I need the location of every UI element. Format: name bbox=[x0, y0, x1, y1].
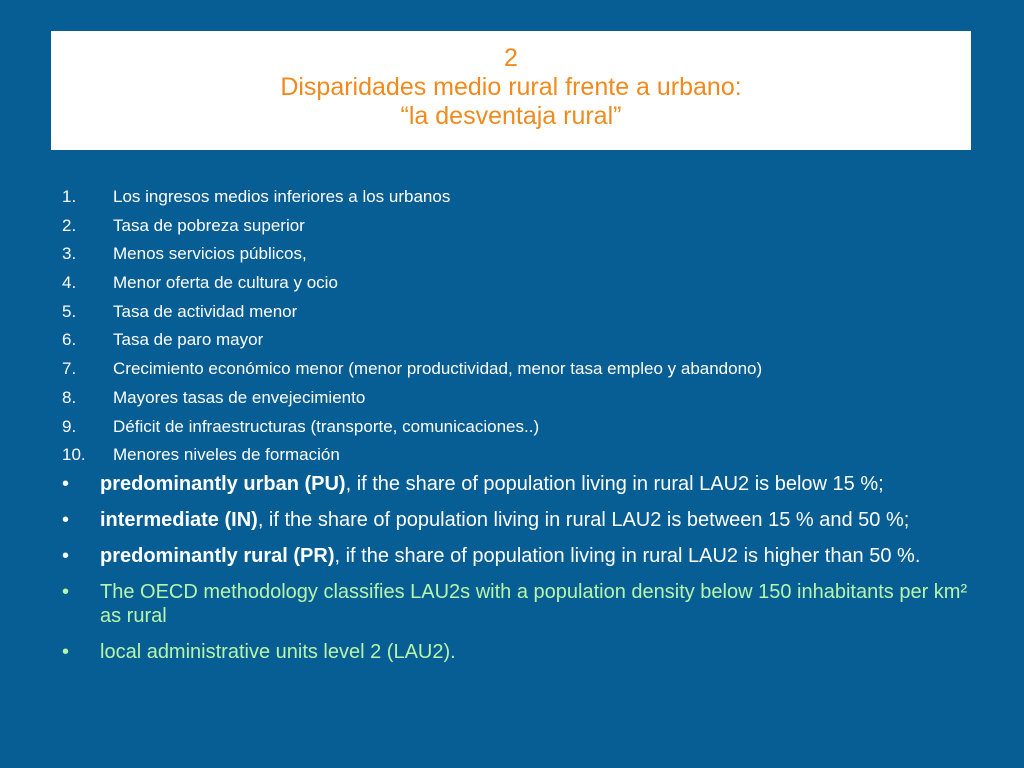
item-number: 1. bbox=[62, 187, 77, 206]
item-text: Tasa de actividad menor bbox=[113, 301, 298, 321]
bullet-term: predominantly urban (PU) bbox=[100, 473, 346, 495]
item-number: 9. bbox=[62, 416, 77, 436]
list-item bbox=[62, 240, 762, 269]
disadvantages-list bbox=[62, 183, 762, 470]
item-number: 4. bbox=[62, 273, 77, 293]
bullet-text: , if the share of population living in rural LAU2 is higher than 50 %. bbox=[334, 545, 921, 567]
bullet-item bbox=[62, 508, 982, 532]
list-item bbox=[62, 355, 762, 384]
bullet-marker: • bbox=[62, 581, 70, 603]
slide-title: Disparidades medio rural frente a urbano: bbox=[280, 73, 742, 101]
item-text: Menores niveles de formación bbox=[113, 445, 340, 465]
bullet-text: The OECD methodology classifies LAU2s with a population density below 150 inhabitants per km² as rural bbox=[100, 581, 968, 627]
item-text: Los ingresos medios inferiores a los urbanos bbox=[113, 187, 451, 206]
item-text: Déficit de infraestructuras (transporte, comunicaciones..) bbox=[113, 416, 540, 436]
item-number: 7. bbox=[62, 359, 77, 379]
bullet-marker: • bbox=[62, 545, 70, 567]
bullet-item bbox=[62, 640, 982, 664]
classification-bullets bbox=[62, 472, 982, 676]
item-number: 10. bbox=[62, 445, 86, 465]
bullet-text: , if the share of population living in rural LAU2 is below 15 %; bbox=[345, 473, 884, 495]
list-item bbox=[62, 413, 762, 442]
bullet-marker: • bbox=[62, 473, 70, 495]
item-number: 5. bbox=[62, 301, 77, 321]
item-number: 3. bbox=[62, 244, 77, 264]
item-text: Crecimiento económico menor (menor productividad, menor tasa empleo y abandono) bbox=[113, 359, 763, 379]
list-item bbox=[62, 212, 762, 241]
item-text: Tasa de pobreza superior bbox=[113, 215, 305, 235]
bullet-term: intermediate (IN) bbox=[100, 509, 258, 531]
bullet-text: local administrative units level 2 (LAU2). bbox=[100, 641, 456, 663]
bullet-item bbox=[62, 472, 982, 496]
bullet-item bbox=[62, 544, 982, 568]
bullet-term: predominantly rural (PR) bbox=[100, 545, 335, 567]
item-text: Menor oferta de cultura y ocio bbox=[113, 273, 338, 293]
bullet-marker: • bbox=[62, 641, 70, 663]
item-text: Tasa de paro mayor bbox=[113, 330, 264, 350]
list-item bbox=[62, 298, 762, 327]
bullet-marker: • bbox=[62, 509, 70, 531]
item-text: Menos servicios públicos, bbox=[113, 244, 307, 264]
item-number: 8. bbox=[62, 387, 77, 407]
list-item bbox=[62, 326, 762, 355]
slide-title-box bbox=[51, 31, 971, 150]
slide-subtitle: “la desventaja rural” bbox=[400, 102, 622, 130]
list-item bbox=[62, 183, 762, 212]
slide-number: 2 bbox=[504, 44, 518, 72]
list-item bbox=[62, 269, 762, 298]
item-text: Mayores tasas de envejecimiento bbox=[113, 387, 366, 407]
item-number: 2. bbox=[62, 215, 77, 235]
list-item bbox=[62, 384, 762, 413]
list-item bbox=[62, 441, 762, 470]
bullet-item bbox=[62, 580, 982, 628]
item-number: 6. bbox=[62, 330, 77, 350]
bullet-text: , if the share of population living in rural LAU2 is between 15 % and 50 %; bbox=[257, 509, 910, 531]
